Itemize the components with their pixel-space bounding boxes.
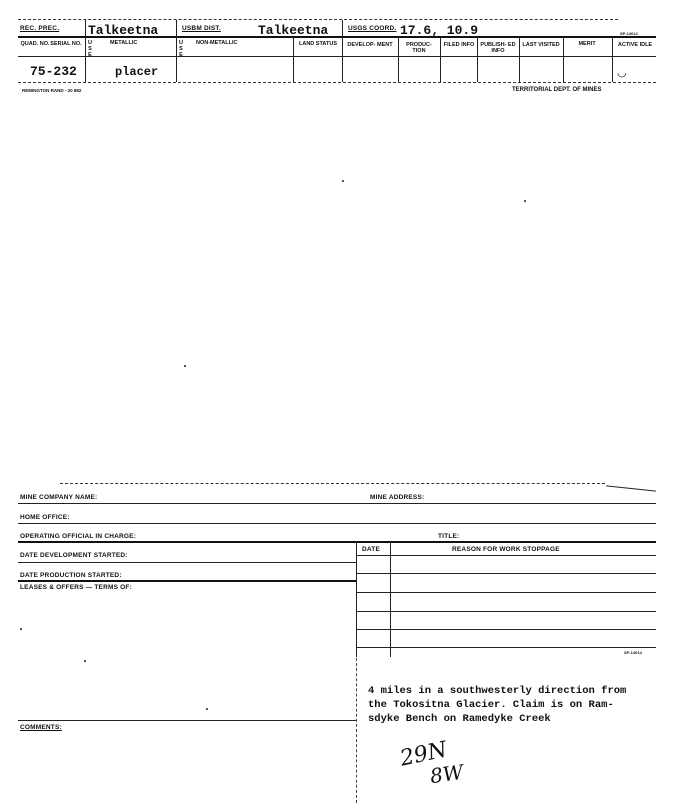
col-metallic: METALLIC [110,40,138,46]
table-row-rule [356,592,656,593]
col-last-visited: LAST VISITED [522,42,560,48]
row-rule [18,720,356,721]
header-rule [18,36,656,38]
col-sep [563,37,564,82]
lower-top-dashed [60,483,605,484]
usgs-coord-value: 17.6, 10.9 [400,23,479,38]
date-production-label: DATE PRODUCTION STARTED: [20,572,122,579]
col-filed-info: FILED INFO [443,42,475,48]
speck [84,660,86,662]
table-row-rule [356,647,656,648]
col-sep [176,20,177,82]
col-merit: MERIT [578,41,596,47]
footer-left: REMINGTON RAND - 20 882 [22,88,82,93]
handwritten-range: 8W [428,759,465,789]
rec-prec-label: REC. PREC. [20,25,60,32]
speck [184,365,186,367]
comments-label: COMMENTS: [20,724,62,731]
col-use-1: U S E [88,40,92,58]
col-serial-no: SERIAL NO. [50,41,82,47]
mine-company-name-label: MINE COMPANY NAME: [20,494,98,501]
table-header-rule [356,555,656,556]
record-metallic: placer [115,65,159,79]
vertical-dashed-rule [356,658,357,803]
row-rule [18,580,356,582]
row-rule [18,562,356,563]
top-dashed-rule [18,19,618,20]
usgs-coord-label: USGS COORD. [348,25,397,32]
leases-offers-label: LEASES & OFFERS — TERMS OF: [20,584,132,591]
operating-official-label: OPERATING OFFICIAL IN CHARGE: [20,533,137,540]
reason-col-header: REASON FOR WORK STOPPAGE [452,546,560,553]
speck [206,708,208,710]
note-line-1: 4 miles in a southwesterly direction from [368,685,627,697]
table-left-border [356,542,357,657]
col-production: PRODUC- TION [406,42,432,54]
col-non-metallic: NON-METALLIC [196,40,238,46]
col-land-status: LAND STATUS [299,41,337,47]
home-office-label: HOME OFFICE: [20,514,70,521]
col-sep [85,20,86,82]
col-sep [477,37,478,82]
rec-prec-value: Talkeetna [88,23,159,38]
table-row-rule [356,611,656,612]
date-development-label: DATE DEVELOPMENT STARTED: [20,552,128,559]
col-sep [342,20,343,82]
handwritten-township: 29N [397,737,450,772]
table-row-rule [356,573,656,574]
usbm-dist-value: Talkeetna [258,23,329,38]
row-rule [18,541,656,543]
table-col-sep [390,542,391,657]
note-line-2: the Tokositna Glacier. Claim is on Ram- [368,699,614,711]
record-quad-serial: 75-232 [30,64,77,79]
form-code-2: SP-14014 [624,650,642,655]
mine-address-label: MINE ADDRESS: [370,494,425,501]
form-code: SP-14012 [620,31,638,36]
column-header-rule [18,56,656,57]
usbm-dist-label: USBM DIST. [182,25,221,32]
active-mark-icon: ◡ [617,67,627,79]
lower-top-stroke [606,485,656,491]
date-col-header: DATE [362,546,381,553]
col-development: DEVELOP- MENT [347,42,393,48]
col-sep [293,37,294,82]
col-quad-no: QUAD. NO. [20,41,50,47]
col-sep [398,37,399,82]
table-row-rule [356,629,656,630]
speck [524,200,526,202]
speck [342,180,344,182]
col-sep [440,37,441,82]
row-rule [18,503,656,504]
col-published-info: PUBLISH- ED INFO [480,42,516,54]
title-label: TITLE: [438,533,460,540]
note-line-3: sdyke Bench on Ramedyke Creek [368,713,551,725]
row-rule [18,523,656,524]
col-use-2: U S E [179,40,183,58]
col-active-idle: ACTIVE IDLE [617,42,653,48]
bottom-dashed-rule [18,82,656,83]
speck [20,628,22,630]
col-sep [519,37,520,82]
footer-right: TERRITORIAL DEPT. OF MINES [512,87,602,93]
col-sep [612,37,613,82]
